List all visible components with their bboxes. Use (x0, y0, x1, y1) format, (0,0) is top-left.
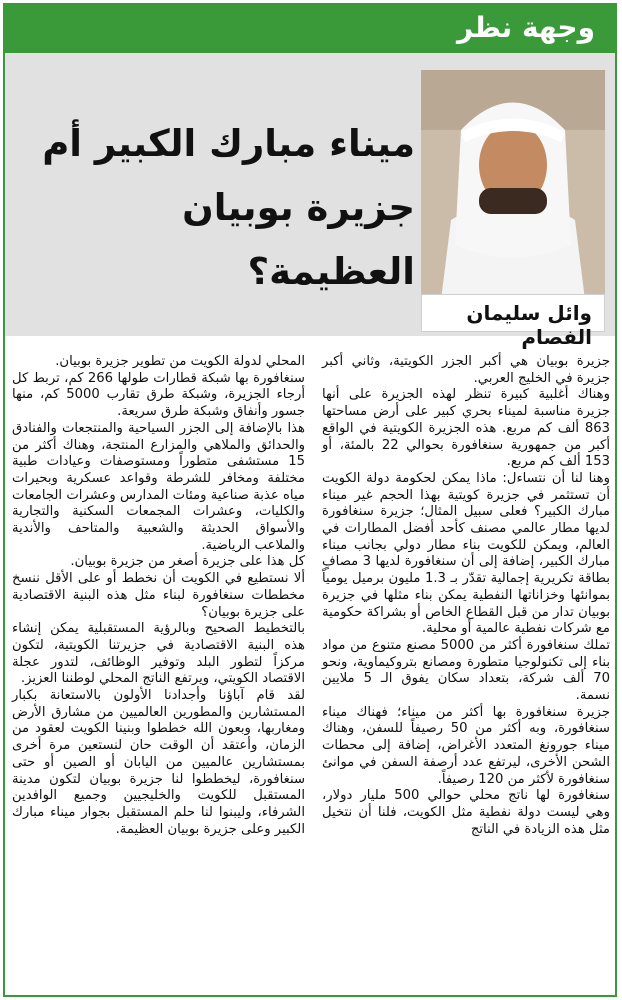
author-name-box (421, 294, 605, 349)
headline-line-2: جزيرة بوبيان العظيمة؟ (182, 186, 415, 293)
article-headline (20, 112, 415, 304)
paragraph: المحلي لدولة الكويت من تطوير جزيرة بوبيان. (55, 354, 305, 369)
paragraph: سنغافورة لها ناتج محلي حوالي 500 مليار دولار، وهي ليست دولة نفطية مثل الكويت، فلنا أن نتخيل مثل هذه الزيادة في الناتج (322, 788, 610, 837)
article-column-left (12, 354, 305, 838)
paragraph: بالتخطيط الصحيح وبالرؤية المستقبلية يمكن إنشاء هذه البنية الاقتصادية في جزيرتنا الكويتية، لتكون مركزاً لتطور البلد وتوفير الوظائف، لتدور عجلة الاقتصاد الكويتي، ويرتفع الناتج المحلي لوطننا العزيز. (12, 621, 305, 687)
paragraph: جزيرة بوبيان هي أكبر الجزر الكويتية، وثاني أكبر جزيرة في الخليج العربي. (322, 354, 610, 386)
paragraph: وهنا لنا أن نتساءل: ماذا يمكن لحكومة دولة الكويت أن تستثمر في جزيرة كويتية بهذا الحجم غير ميناء مبارك الكبير؟ فعلى سبيل المثال؛ جزيرة سنغافورة لديها مطار عالمي مصنف كأحد أفضل المطارات في العالم، ويمكن للكويت بناء مطار دولي بجانب ميناء مبارك الكبير، إضافة إلى أن سنغافورة لديها 3 مصافٍ بطاقة تكريرية إجمالية تقدّر بـ 1.3 مليون برميل يومياً بموانئها وخزاناتها النفطية يمكن بناء مثلها في جزيرة بوبيان تدار من قبل القطاع الخاص أو بشراكة حكومية مع شركات نفطية عالمية أو محلية. (322, 470, 610, 637)
paragraph: ألا نستطيع في الكويت أن نخطط أو على الأقل ننسخ مخططات سنغافورة لبناء مثل هذه البنية الاقتصادية على جزيرة بوبيان؟ (12, 571, 305, 620)
author-portrait-image (421, 70, 605, 300)
paragraph: كل هذا على جزيرة أصغر من جزيرة بوبيان. (70, 554, 305, 570)
paragraph: لقد قام آباؤنا وأجدادنا الأولون بالاستعانة بكبار المستشارين والمطورين العالميين من مشارق الأرض ومغاربها، وبعون الله خططوا وبنينا الكويت لعقود من الزمان، وأعتقد أن الوقت حان لنستعين مرة أخرى بمستشارين عالميين من اليابان أو الصين أو حتى سنغافورة، ليخططوا لنا جزيرة بوبيان لتكون مدينة المستقبل للكويت والخليجيين وجميع الوافدين الشرفاء، وليبنوا لنا حلم المستقبل بجوار ميناء مبارك الكبير وعلى جزيرة بوبيان العظيمة. (12, 688, 305, 837)
section-title: وجهة نظر (456, 11, 595, 44)
paragraph: تملك سنغافورة أكثر من 5000 مصنع متنوع من مواد بناء إلى تكنولوجيا متطورة ومصانع بتروكيماوية، ونحو 70 ألف شركة، بتعداد سكان يفوق الـ 5 ملايين نسمة. (322, 637, 610, 704)
author-photo (421, 70, 605, 300)
paragraph: وهناك أغلبية كبيرة تنظر لهذه الجزيرة على أنها جزيرة مناسبة لميناء بحري كبير على أرض مساحتها 863 ألف كم مربع. هذه الجزيرة الكويتية في الواقع أكبر من جمهورية سنغافورة بحوالي 22 بالمئة، أو 153 ألف كم مربع. (322, 387, 610, 470)
headline-line-1: ميناء مبارك الكبير أم (42, 122, 415, 165)
paragraph: هذا بالإضافة إلى الجزر السياحية والمنتجعات والفنادق والحدائق والملاهي والمزارع المنتجة، وهناك أكثر من 15 مستشفى متطوراً ومستوصفات وعيادات طبية مختلفة ومخافر للشرطة وقواعد عسكرية وبحيرات مياه عذبة صناعية ومئات المدارس وعشرات الجامعات والكليات، وعشرات المجمعات السكنية والتجارية والأسواق الحديثة والشعبية والمتاحف والأندية والملاعب الرياضية. (12, 420, 305, 553)
article-column-right (322, 354, 610, 838)
paragraph: سنغافورة بها شبكة قطارات طولها 266 كم، تربط كل أرجاء الجزيرة، وشبكة طرق تقارب 5000 كم، منها جسور وأنفاق وشبكة طرق سريعة. (12, 370, 306, 420)
section-header (5, 5, 615, 53)
paragraph: جزيرة سنغافورة بها أكثر من ميناء؛ فهناك ميناء سنغافورة، وبه أكثر من 50 رصيفاً للسفن، وهناك ميناء جورونغ المتعدد الأغراض، إضافة إلى محطات الشحن الأخرى، ليرتفع عدد أرصفة السفن في موانئ سنغافورة لأكثر من 120 رصيفاً. (322, 704, 610, 787)
author-name: وائل سليمان الفصام (466, 301, 592, 349)
